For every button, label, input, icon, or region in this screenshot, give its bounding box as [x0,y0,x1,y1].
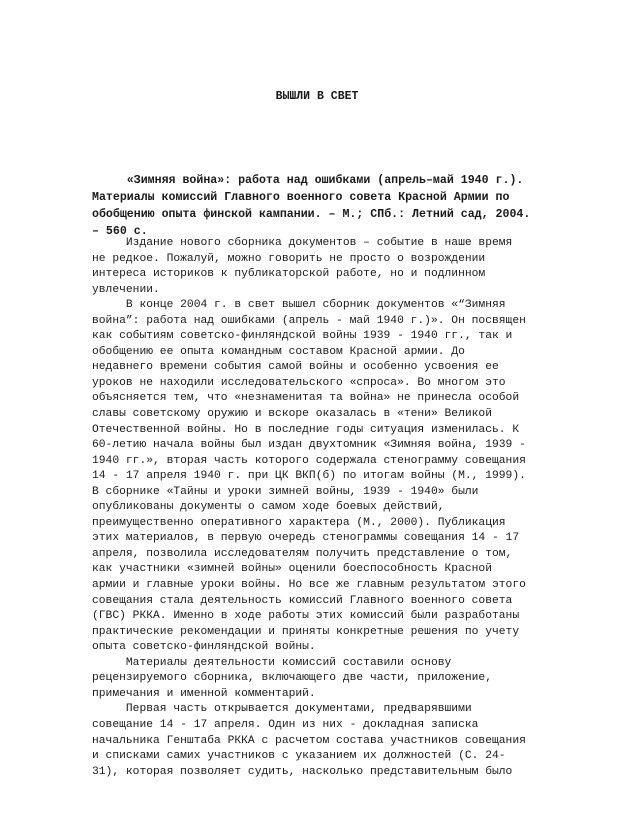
body-line: армии и главные уроки войны. Но все же главным результатом этого [92,579,526,592]
body-line: 60-летию начала войны был издан двухтомник «Зимняя война, 1939 - [92,439,526,452]
review-body [92,236,582,780]
body-line: 14 - 17 апреля 1940 г. при ЦК ВКП(б) по итогам войны (М., 1999). [92,470,526,483]
book-citation [92,172,582,240]
body-line: примечания и именной комментарий. [92,687,316,700]
body-line: апреля, позволила исследователям получить представление о том, [92,547,513,560]
body-line: В сборнике «Тайны и уроки зимней войны, 1939 - 1940» были [92,485,479,498]
body-line: уроков не находили исследовательского «спроса». Во многом это [92,376,506,389]
body-line: славы советскому оружию и вскоре оказалась в «тени» Великой [92,408,492,421]
body-line: недавнего времени события самой войны и особенно усвоения ее [92,361,499,374]
body-line: как участники «зимней войны» оценили боеспособность Красной [92,563,492,576]
body-line: (ГВС) РККА. Именно в ходе работы этих комиссий были разработаны [92,610,520,623]
body-line: этих материалов, в первую очередь стенограммы совещания 14 - 17 [92,532,520,545]
body-line: практические рекомендации и приняты конкретные решения по учету [92,625,520,638]
body-line: как событиям советско-финляндской войны 1939 - 1940 гг., так и [92,330,513,343]
body-line: опубликованы документы о самом ходе боевых действий, [92,501,445,514]
body-line: рецензируемого сборника, включающего две части, приложение, [92,672,492,685]
citation-line: Материалы комиссий Главного военного совета Красной Армии по [92,191,510,204]
body-line: В конце 2004 г. в свет вышел сборник документов «“Зимняя [92,299,506,312]
body-line: Издание нового сборника документов – событие в наше время [92,237,513,249]
citation-line: «Зимняя война»: работа над ошибками (апрель–май 1940 г.). [92,174,524,187]
body-line: начальника Генштаба РККА с расчетом состава участников совещания [92,734,526,747]
body-line: преимущественно оперативного характера (М., 2000). Публикация [92,516,506,529]
body-line: опыта советско-финляндской войны. [92,641,316,654]
body-line: обобщению ее опыта командным составом Красной армии. До [92,345,465,358]
body-line: Первая часть открывается документами, предварявшими [92,703,472,716]
body-line: совещание 14 - 17 апреля. Один из них - докладная записка [92,718,479,731]
body-line: Материалы деятельности комиссий составили основу [92,656,452,669]
body-line: 1940 гг.», вторая часть которого содержала стенограмму совещания [92,454,526,467]
body-line: увлечении. [92,283,160,296]
body-line: 31), которая позволяет судить, насколько представительным было [92,765,513,778]
body-line: и списками самих участников с указанием их должностей (С. 24- [92,750,506,763]
citation-line: – 560 с. [92,225,148,238]
body-line: не редкое. Пожалуй, можно говорить не просто о возрождении [92,252,486,265]
body-line: война”: работа над ошибками (апрель - май 1940 г.)». Он посвящен [92,314,526,327]
page-heading: ВЫШЛИ В СВЕТ [275,90,359,103]
body-line: совещания стала деятельность комиссий Главного военного совета [92,594,513,607]
body-line: интереса историков к публикаторской работе, но и подлинном [92,268,486,281]
body-line: Отечественной войны. Но в последние годы ситуация изменилась. К [92,423,520,436]
body-line: объясняется тем, что «незнаменитая та война» не принесла особой [92,392,520,405]
citation-line: обобщению опыта финской кампании. – М.; СПб.: Летний сад, 2004. [92,208,531,221]
